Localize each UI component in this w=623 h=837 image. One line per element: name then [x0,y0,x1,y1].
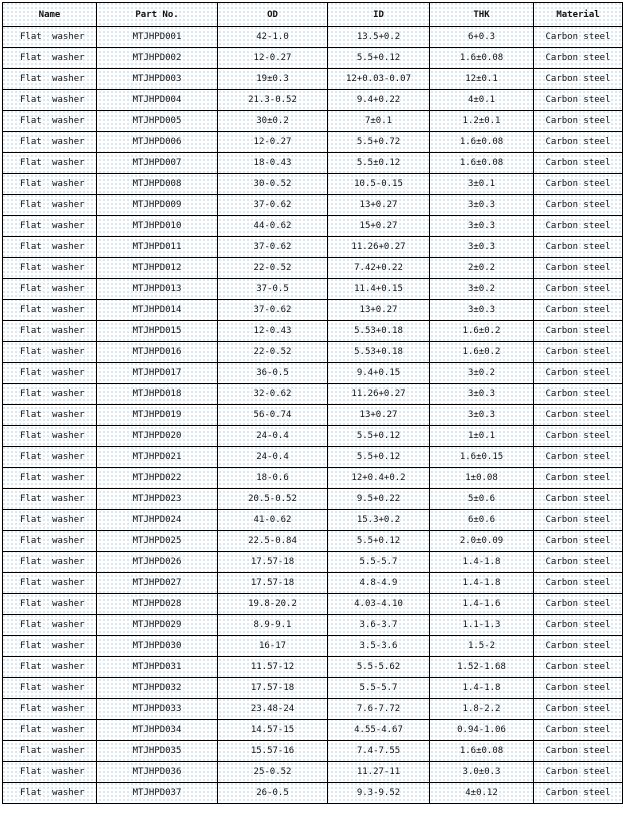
material-cell: Carbon steel [534,762,623,783]
material-cell: Carbon steel [534,657,623,678]
thk-cell: 6+0.3 [430,27,534,48]
part-no-cell: MTJHPD022 [97,468,218,489]
part-no-cell: MTJHPD002 [97,48,218,69]
thk-cell: 1.6±0.08 [430,48,534,69]
thk-cell: 3±0.2 [430,363,534,384]
name-cell: Flat washer [3,237,97,258]
table-row [3,636,623,657]
thk-cell: 1.5-2 [430,636,534,657]
id-cell: 13.5+0.2 [328,27,430,48]
material-cell: Carbon steel [534,510,623,531]
thk-cell: 2±0.2 [430,258,534,279]
name-cell: Flat washer [3,195,97,216]
table-row [3,405,623,426]
id-cell: 4.55-4.67 [328,720,430,741]
thk-cell: 12±0.1 [430,69,534,90]
part-no-cell: MTJHPD016 [97,342,218,363]
part-no-cell: MTJHPD035 [97,741,218,762]
part-no-cell: MTJHPD037 [97,783,218,804]
part-no-cell: MTJHPD032 [97,678,218,699]
part-no-cell: MTJHPD028 [97,594,218,615]
od-cell: 17.57-18 [218,678,328,699]
table-row [3,699,623,720]
thk-cell: 1.8-2.2 [430,699,534,720]
od-cell: 8.9-9.1 [218,615,328,636]
material-cell: Carbon steel [534,573,623,594]
id-cell: 9.5+0.22 [328,489,430,510]
id-cell: 12+0.4+0.2 [328,468,430,489]
part-no-cell: MTJHPD025 [97,531,218,552]
od-cell: 16-17 [218,636,328,657]
name-cell: Flat washer [3,594,97,615]
od-cell: 18-0.43 [218,153,328,174]
part-no-cell: MTJHPD019 [97,405,218,426]
table-row [3,720,623,741]
thk-cell: 1±0.08 [430,468,534,489]
table-row [3,153,623,174]
id-cell: 13+0.27 [328,195,430,216]
table-row [3,300,623,321]
id-cell: 5.5+0.12 [328,531,430,552]
table-row [3,90,623,111]
id-cell: 5.5-5.7 [328,678,430,699]
part-no-cell: MTJHPD033 [97,699,218,720]
table-row [3,384,623,405]
part-no-cell: MTJHPD012 [97,258,218,279]
part-no-cell: MTJHPD005 [97,111,218,132]
od-cell: 23.48-24 [218,699,328,720]
material-cell: Carbon steel [534,48,623,69]
material-cell: Carbon steel [534,594,623,615]
thk-cell: 0.94-1.06 [430,720,534,741]
part-no-cell: MTJHPD010 [97,216,218,237]
part-no-cell: MTJHPD034 [97,720,218,741]
header-material: Material [534,3,623,27]
material-cell: Carbon steel [534,531,623,552]
material-cell: Carbon steel [534,342,623,363]
thk-cell: 1.52-1.68 [430,657,534,678]
table-row [3,510,623,531]
id-cell: 9.4+0.22 [328,90,430,111]
material-cell: Carbon steel [534,468,623,489]
name-cell: Flat washer [3,636,97,657]
id-cell: 11.26+0.27 [328,237,430,258]
part-no-cell: MTJHPD006 [97,132,218,153]
table-row [3,762,623,783]
name-cell: Flat washer [3,468,97,489]
id-cell: 5.5-5.7 [328,552,430,573]
id-cell: 4.03-4.10 [328,594,430,615]
name-cell: Flat washer [3,678,97,699]
od-cell: 32-0.62 [218,384,328,405]
material-cell: Carbon steel [534,405,623,426]
material-cell: Carbon steel [534,90,623,111]
od-cell: 22-0.52 [218,342,328,363]
table-row [3,594,623,615]
od-cell: 22-0.52 [218,258,328,279]
part-no-cell: MTJHPD036 [97,762,218,783]
thk-cell: 3±0.1 [430,174,534,195]
od-cell: 30-0.52 [218,174,328,195]
part-no-cell: MTJHPD031 [97,657,218,678]
name-cell: Flat washer [3,132,97,153]
table-row [3,363,623,384]
part-no-cell: MTJHPD017 [97,363,218,384]
table-row [3,69,623,90]
name-cell: Flat washer [3,90,97,111]
id-cell: 5.53+0.18 [328,321,430,342]
od-cell: 42-1.0 [218,27,328,48]
part-no-cell: MTJHPD011 [97,237,218,258]
material-cell: Carbon steel [534,720,623,741]
part-no-cell: MTJHPD015 [97,321,218,342]
od-cell: 24-0.4 [218,447,328,468]
name-cell: Flat washer [3,447,97,468]
header-name: Name [3,3,97,27]
od-cell: 41-0.62 [218,510,328,531]
material-cell: Carbon steel [534,615,623,636]
material-cell: Carbon steel [534,237,623,258]
id-cell: 9.4+0.15 [328,363,430,384]
od-cell: 20.5-0.52 [218,489,328,510]
od-cell: 19.8-20.2 [218,594,328,615]
part-no-cell: MTJHPD003 [97,69,218,90]
material-cell: Carbon steel [534,783,623,804]
od-cell: 37-0.62 [218,237,328,258]
od-cell: 12-0.27 [218,132,328,153]
material-cell: Carbon steel [534,279,623,300]
id-cell: 11.27-11 [328,762,430,783]
part-no-cell: MTJHPD004 [97,90,218,111]
table-row [3,27,623,48]
material-cell: Carbon steel [534,321,623,342]
thk-cell: 1.1-1.3 [430,615,534,636]
table-row [3,195,623,216]
id-cell: 5.5-5.62 [328,657,430,678]
od-cell: 26-0.5 [218,783,328,804]
material-cell: Carbon steel [534,363,623,384]
material-cell: Carbon steel [534,27,623,48]
name-cell: Flat washer [3,489,97,510]
header-part-no: Part No. [97,3,218,27]
id-cell: 10.5-0.15 [328,174,430,195]
material-cell: Carbon steel [534,678,623,699]
od-cell: 30±0.2 [218,111,328,132]
id-cell: 7±0.1 [328,111,430,132]
name-cell: Flat washer [3,258,97,279]
part-no-cell: MTJHPD024 [97,510,218,531]
thk-cell: 3±0.3 [430,195,534,216]
table-row [3,531,623,552]
part-no-cell: MTJHPD013 [97,279,218,300]
name-cell: Flat washer [3,48,97,69]
table-row [3,111,623,132]
table-row [3,657,623,678]
table-row [3,48,623,69]
material-cell: Carbon steel [534,174,623,195]
name-cell: Flat washer [3,342,97,363]
od-cell: 37-0.5 [218,279,328,300]
header-row [3,3,623,27]
name-cell: Flat washer [3,153,97,174]
part-no-cell: MTJHPD029 [97,615,218,636]
part-no-cell: MTJHPD001 [97,27,218,48]
part-no-cell: MTJHPD021 [97,447,218,468]
od-cell: 25-0.52 [218,762,328,783]
id-cell: 5.53+0.18 [328,342,430,363]
od-cell: 18-0.6 [218,468,328,489]
name-cell: Flat washer [3,762,97,783]
table-row [3,321,623,342]
thk-cell: 3±0.3 [430,300,534,321]
table-row [3,447,623,468]
table-row [3,174,623,195]
od-cell: 37-0.62 [218,195,328,216]
name-cell: Flat washer [3,657,97,678]
name-cell: Flat washer [3,573,97,594]
header-thk: THK [430,3,534,27]
table-row [3,426,623,447]
id-cell: 4.8-4.9 [328,573,430,594]
id-cell: 9.3-9.52 [328,783,430,804]
table-row [3,237,623,258]
thk-cell: 4±0.12 [430,783,534,804]
name-cell: Flat washer [3,321,97,342]
od-cell: 21.3-0.52 [218,90,328,111]
od-cell: 11.57-12 [218,657,328,678]
thk-cell: 1.6±0.08 [430,153,534,174]
material-cell: Carbon steel [534,552,623,573]
table-row [3,741,623,762]
od-cell: 22.5-0.84 [218,531,328,552]
name-cell: Flat washer [3,363,97,384]
table-row [3,258,623,279]
material-cell: Carbon steel [534,741,623,762]
id-cell: 11.26+0.27 [328,384,430,405]
name-cell: Flat washer [3,426,97,447]
table-row [3,678,623,699]
thk-cell: 1.6±0.08 [430,741,534,762]
header-od: OD [218,3,328,27]
od-cell: 12-0.27 [218,48,328,69]
id-cell: 5.5+0.12 [328,48,430,69]
id-cell: 3.5-3.6 [328,636,430,657]
thk-cell: 1.6±0.08 [430,132,534,153]
part-no-cell: MTJHPD008 [97,174,218,195]
id-cell: 5.5+0.12 [328,426,430,447]
table-row [3,489,623,510]
id-cell: 12+0.03-0.07 [328,69,430,90]
thk-cell: 1.6±0.2 [430,342,534,363]
material-cell: Carbon steel [534,699,623,720]
name-cell: Flat washer [3,615,97,636]
part-no-cell: MTJHPD023 [97,489,218,510]
table-row [3,615,623,636]
id-cell: 3.6-3.7 [328,615,430,636]
part-no-cell: MTJHPD009 [97,195,218,216]
od-cell: 36-0.5 [218,363,328,384]
part-no-cell: MTJHPD018 [97,384,218,405]
part-no-cell: MTJHPD030 [97,636,218,657]
thk-cell: 1.4-1.8 [430,678,534,699]
table-row [3,132,623,153]
name-cell: Flat washer [3,720,97,741]
od-cell: 44-0.62 [218,216,328,237]
od-cell: 24-0.4 [218,426,328,447]
od-cell: 37-0.62 [218,300,328,321]
name-cell: Flat washer [3,783,97,804]
od-cell: 12-0.43 [218,321,328,342]
id-cell: 7.6-7.72 [328,699,430,720]
name-cell: Flat washer [3,531,97,552]
id-cell: 15.3+0.2 [328,510,430,531]
table-row [3,552,623,573]
name-cell: Flat washer [3,405,97,426]
id-cell: 13+0.27 [328,300,430,321]
od-cell: 17.57-18 [218,573,328,594]
thk-cell: 3±0.3 [430,405,534,426]
id-cell: 7.42+0.22 [328,258,430,279]
id-cell: 5.5+0.72 [328,132,430,153]
od-cell: 14.57-15 [218,720,328,741]
washer-spec-sheet [2,2,622,804]
name-cell: Flat washer [3,69,97,90]
material-cell: Carbon steel [534,216,623,237]
thk-cell: 2.0±0.09 [430,531,534,552]
material-cell: Carbon steel [534,195,623,216]
header-id: ID [328,3,430,27]
name-cell: Flat washer [3,279,97,300]
table-row [3,342,623,363]
name-cell: Flat washer [3,741,97,762]
part-no-cell: MTJHPD020 [97,426,218,447]
part-no-cell: MTJHPD026 [97,552,218,573]
id-cell: 13+0.27 [328,405,430,426]
part-no-cell: MTJHPD027 [97,573,218,594]
id-cell: 5.5+0.12 [328,447,430,468]
name-cell: Flat washer [3,300,97,321]
material-cell: Carbon steel [534,258,623,279]
thk-cell: 3±0.3 [430,384,534,405]
material-cell: Carbon steel [534,489,623,510]
id-cell: 7.4-7.55 [328,741,430,762]
material-cell: Carbon steel [534,447,623,468]
name-cell: Flat washer [3,510,97,531]
washer-spec-table [2,2,623,804]
material-cell: Carbon steel [534,636,623,657]
table-row [3,216,623,237]
material-cell: Carbon steel [534,132,623,153]
thk-cell: 1.2±0.1 [430,111,534,132]
id-cell: 11.4+0.15 [328,279,430,300]
thk-cell: 4±0.1 [430,90,534,111]
name-cell: Flat washer [3,384,97,405]
table-row [3,468,623,489]
thk-cell: 3±0.3 [430,216,534,237]
name-cell: Flat washer [3,699,97,720]
od-cell: 17.57-18 [218,552,328,573]
thk-cell: 1.4-1.8 [430,573,534,594]
id-cell: 5.5±0.12 [328,153,430,174]
od-cell: 56-0.74 [218,405,328,426]
thk-cell: 3±0.2 [430,279,534,300]
material-cell: Carbon steel [534,69,623,90]
name-cell: Flat washer [3,174,97,195]
material-cell: Carbon steel [534,153,623,174]
part-no-cell: MTJHPD007 [97,153,218,174]
material-cell: Carbon steel [534,111,623,132]
part-no-cell: MTJHPD014 [97,300,218,321]
thk-cell: 1.4-1.6 [430,594,534,615]
thk-cell: 1±0.1 [430,426,534,447]
table-row [3,279,623,300]
id-cell: 15+0.27 [328,216,430,237]
name-cell: Flat washer [3,111,97,132]
thk-cell: 1.6±0.2 [430,321,534,342]
thk-cell: 6±0.6 [430,510,534,531]
material-cell: Carbon steel [534,384,623,405]
table-row [3,783,623,804]
thk-cell: 1.4-1.8 [430,552,534,573]
material-cell: Carbon steel [534,300,623,321]
name-cell: Flat washer [3,27,97,48]
thk-cell: 3.0±0.3 [430,762,534,783]
thk-cell: 1.6±0.15 [430,447,534,468]
thk-cell: 3±0.3 [430,237,534,258]
table-row [3,573,623,594]
od-cell: 15.57-16 [218,741,328,762]
name-cell: Flat washer [3,552,97,573]
name-cell: Flat washer [3,216,97,237]
thk-cell: 5±0.6 [430,489,534,510]
material-cell: Carbon steel [534,426,623,447]
od-cell: 19±0.3 [218,69,328,90]
